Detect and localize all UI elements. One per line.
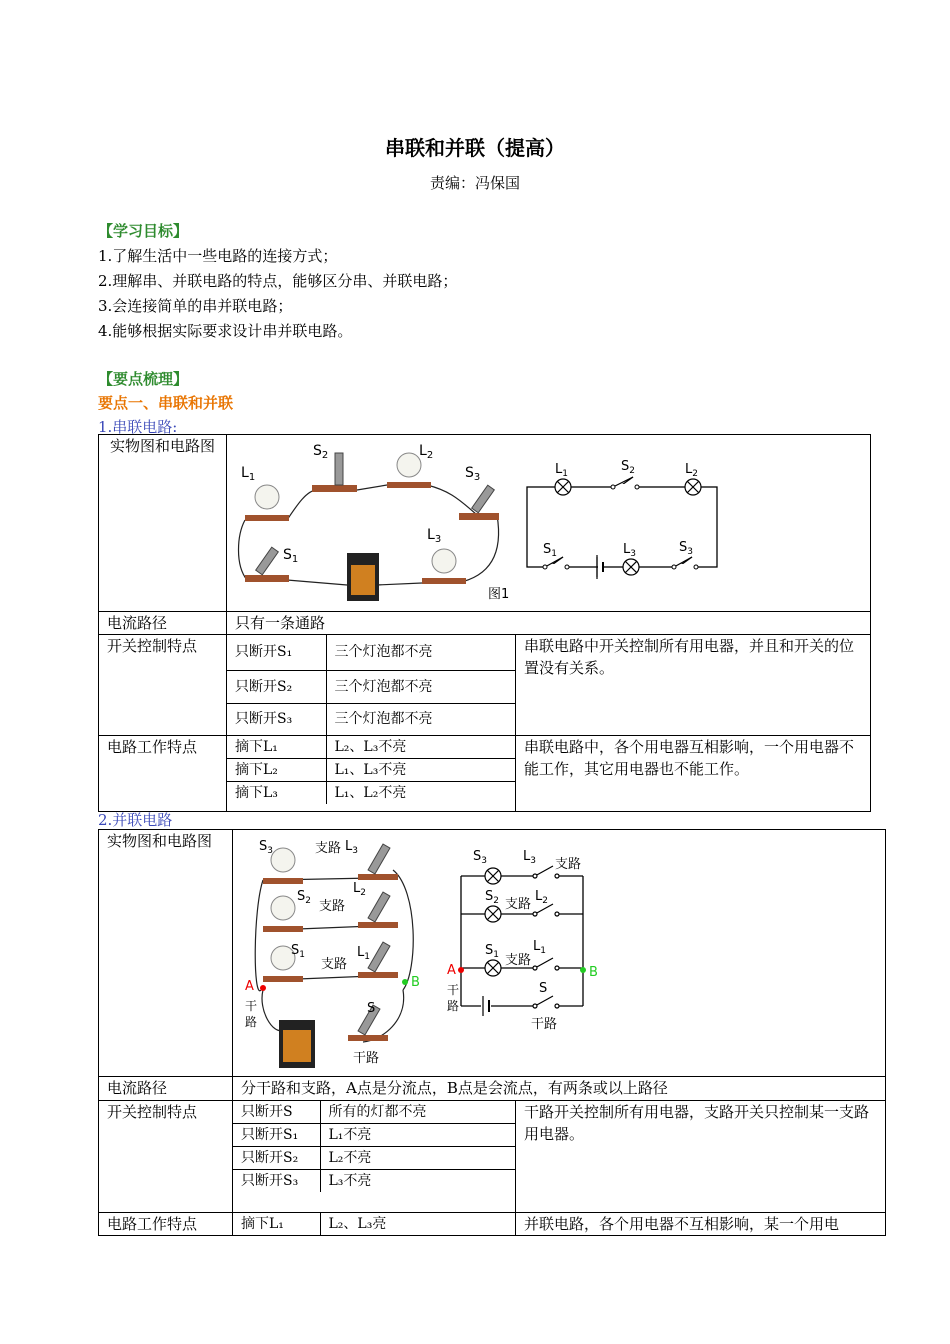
table-cell: 只断开S [233,1101,320,1124]
branch-label: 支路 [321,957,348,972]
label-l2: $L_2$ [419,443,434,461]
table-cell: 摘下L₃ [227,782,326,805]
table-cell: L₁、L₃不亮 [326,759,515,782]
table-cell: 只断开S₂ [233,1147,320,1170]
row-label: 开关控制特点 [99,635,227,736]
svg-text:S3: $S_3$ [679,540,693,557]
path-text: 分干路和支路，A点是分流点，B点是会流点，有两条或以上路径 [233,1077,886,1101]
svg-text:路: 路 [245,1015,258,1029]
work-subtable-cell [233,1213,516,1236]
branch-label: 支路 [315,841,342,856]
table-cell: 摘下L₂ [227,759,326,782]
row-label: 电流路径 [99,612,227,635]
svg-text:干: 干 [245,999,258,1013]
series-table [98,434,871,812]
svg-text:S2: $S_2$ [297,889,311,906]
table-cell: 只断开S₁ [227,635,326,670]
svg-text:路: 路 [447,999,460,1013]
goal-item: 3.会连接简单的串并联电路； [98,297,293,315]
series-heading: 1.串联电路: [98,418,178,436]
page-title: 串联和并联（提高） [385,136,565,160]
trunk-label: 干路 [531,1017,558,1032]
table-cell: 三个灯泡都不亮 [326,670,515,703]
table-cell: 三个灯泡都不亮 [326,635,515,670]
svg-text:S1: $S_1$ [543,542,557,559]
svg-text:L1: $L_1$ [533,939,546,956]
series-figure-cell [227,435,871,612]
svg-text:S1: $S_1$ [291,943,305,960]
svg-text:S3: $S_3$ [259,839,273,856]
svg-text:L3: $L_3$ [523,849,536,866]
table-cell: L₁、L₂不亮 [334,785,407,801]
parallel-figure-cell [233,830,886,1077]
parallel-heading: 2.并联电路 [98,811,173,829]
svg-text:S2: $S_2$ [621,459,635,476]
branch-label: 支路 [555,857,582,872]
switch-subtable-cell [227,635,516,736]
svg-text:A: A [245,979,254,994]
points-heading: 【要点梳理】 [98,370,189,388]
trunk-label: 干路 [353,1051,380,1066]
svg-text:L2: $L_2$ [685,462,698,479]
table-cell: 只断开S₃ [233,1170,320,1193]
svg-text:B: B [589,965,598,980]
svg-text:L2: $L_2$ [353,881,366,898]
branch-label: 支路 [505,953,532,968]
table-cell: 只断开S₃ [227,703,326,735]
svg-text:干: 干 [447,983,460,997]
switch-subtable [233,1101,515,1192]
svg-text:L3: $L_3$ [623,542,636,559]
work-note: 并联电路，各个用电器不互相影响，某一个用电 [516,1213,886,1236]
svg-text:B: B [411,975,420,990]
goal-item: 4.能够根据实际要求设计串并联电路。 [98,322,353,340]
row-label: 开关控制特点 [99,1101,233,1213]
switch-subtable-cell [233,1101,516,1213]
svg-text:S: S [367,1001,376,1016]
table-cell: 只断开S₁ [233,1124,320,1147]
table-cell: L₁不亮 [320,1124,515,1147]
row-label: 电路工作特点 [99,736,227,812]
table-cell: 所有的灯都不亮 [320,1101,515,1124]
label-s1: $S_1$ [283,547,299,565]
work-subtable-cell [227,736,516,812]
svg-text:L3: $L_3$ [345,839,358,856]
svg-text:S1: $S_1$ [485,943,499,960]
branch-label: 支路 [505,897,532,912]
row-label: 实物图和电路图 [99,435,227,612]
svg-text:L1: $L_1$ [555,462,568,479]
svg-text:S2: $S_2$ [485,889,499,906]
goal-item: 2.理解串、并联电路的特点，能够区分串、并联电路； [98,272,458,290]
label-s2: $S_2$ [313,443,329,461]
table-cell: 摘下L₁ [233,1213,320,1235]
table-cell: 三个灯泡都不亮 [334,711,433,728]
series-circuit-figure [227,435,867,605]
svg-text:L2: $L_2$ [535,889,548,906]
svg-text:S3: $S_3$ [473,849,487,866]
svg-text:L1: $L_1$ [357,945,370,962]
work-note: 串联电路中，各个用电器互相影响，一个用电器不能工作，其它用电器也不能工作。 [516,736,871,812]
row-label: 电流路径 [99,1077,233,1101]
table-cell: L₂、L₃不亮 [326,736,515,759]
label-l1: $L_1$ [241,465,256,483]
switch-subtable [227,635,515,735]
goal-item: 1.了解生活中一些电路的连接方式； [98,247,338,265]
table-cell: L₂不亮 [320,1147,515,1170]
switch-note: 干路开关控制所有用电器，支路开关只控制某一支路用电器。 [516,1101,886,1213]
parallel-table [98,829,886,1236]
label-l3: $L_3$ [427,527,442,545]
table-cell: 只断开S₂ [227,670,326,703]
switch-note: 串联电路中开关控制所有用电器，并且和开关的位置没有关系。 [516,635,871,736]
path-text: 只有一条通路 [227,612,871,635]
goals-heading: 【学习目标】 [98,222,189,240]
table-cell: L₃不亮 [328,1173,372,1189]
editor-line: 责编：冯保国 [429,174,520,192]
table-cell: 摘下L₁ [227,736,326,759]
row-label: 电路工作特点 [99,1213,233,1236]
work-subtable [233,1213,515,1235]
row-label: 实物图和电路图 [99,830,233,1077]
key-point-heading: 要点一、串联和并联 [98,394,234,412]
work-subtable [227,736,515,804]
label-s3: $S_3$ [465,465,481,483]
svg-text:S: S [539,981,548,996]
branch-label: 支路 [319,899,346,914]
figure-label: 图1 [488,587,510,602]
svg-text:A: A [447,963,456,978]
table-cell: L₂、L₃亮 [328,1216,387,1232]
parallel-circuit-figure [233,830,883,1070]
